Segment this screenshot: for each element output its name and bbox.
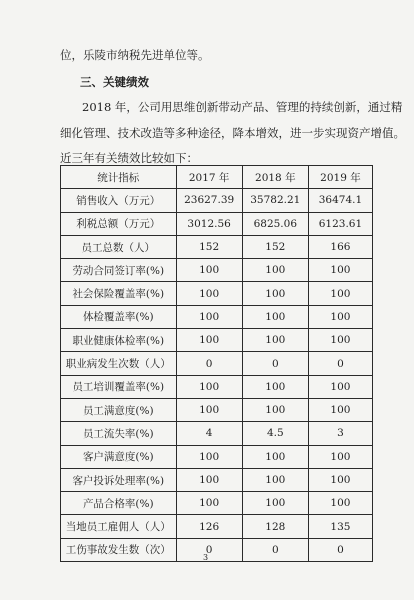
indicator-cell: 利税总额（万元） [61,212,177,235]
value-cell: 100 [308,375,372,398]
header-cell-2019: 2019 年 [308,166,372,189]
value-cell: 0 [176,538,242,561]
value-cell: 126 [176,515,242,538]
value-cell: 100 [242,375,308,398]
indicator-cell: 职业健康体检率(%) [61,329,177,352]
value-cell: 100 [242,329,308,352]
value-cell: 0 [308,352,372,375]
value-cell: 166 [308,235,372,258]
table-row [61,375,373,398]
table-row [61,259,373,282]
table-row [61,445,373,468]
table-row [61,212,373,235]
table-row [61,189,373,212]
value-cell: 100 [176,445,242,468]
table-row [61,468,373,491]
value-cell: 100 [176,468,242,491]
value-cell: 23627.39 [176,189,242,212]
header-cell-2018: 2018 年 [242,166,308,189]
indicator-cell: 员工流失率(%) [61,422,177,445]
value-cell: 100 [242,305,308,328]
value-cell: 100 [308,492,372,515]
table-row [61,329,373,352]
value-cell: 100 [308,445,372,468]
table-row [61,422,373,445]
value-cell: 100 [176,282,242,305]
paragraph-continuation: 位，乐陵市纳税先进单位等。 [60,48,210,62]
table-header-row [61,166,373,189]
table-row [61,305,373,328]
table-row [61,538,373,561]
value-cell: 100 [308,282,372,305]
value-cell: 100 [308,468,372,491]
value-cell: 0 [176,352,242,375]
value-cell: 100 [242,282,308,305]
value-cell: 100 [308,305,372,328]
indicator-cell: 体检覆盖率(%) [61,305,177,328]
value-cell: 4 [176,422,242,445]
value-cell: 100 [242,468,308,491]
header-cell-2017: 2017 年 [176,166,242,189]
indicator-cell: 工伤事故发生数（次） [61,538,177,561]
value-cell: 4.5 [242,422,308,445]
table-row [61,515,373,538]
header-cell-indicator: 统计指标 [61,166,177,189]
value-cell: 100 [176,305,242,328]
value-cell: 100 [308,398,372,421]
table-intro: 近三年有关绩效比较如下： [60,151,198,165]
value-cell: 3 [308,422,372,445]
value-cell: 100 [176,259,242,282]
indicator-cell: 劳动合同签订率(%) [61,259,177,282]
indicator-cell: 员工总数（人） [61,235,177,258]
value-cell: 0 [242,538,308,561]
value-cell: 100 [242,259,308,282]
indicator-cell: 员工培训覆盖率(%) [61,375,177,398]
value-cell: 100 [242,445,308,468]
table-row [61,352,373,375]
indicator-cell: 客户满意度(%) [61,445,177,468]
value-cell: 6123.61 [308,212,372,235]
table-row [61,398,373,421]
indicator-cell: 当地员工雇佣人（人） [61,515,177,538]
indicator-cell: 产品合格率(%) [61,492,177,515]
value-cell: 100 [176,492,242,515]
value-cell: 100 [308,259,372,282]
value-cell: 128 [242,515,308,538]
value-cell: 0 [242,352,308,375]
value-cell: 100 [176,375,242,398]
value-cell: 100 [242,398,308,421]
table-row [61,235,373,258]
value-cell: 100 [176,329,242,352]
paragraph-line-2: 细化管理、技术改造等多种途径，降本增效，进一步实现资产增值。 [60,126,405,140]
value-cell: 152 [176,235,242,258]
value-cell: 0 [308,538,372,561]
value-cell: 100 [308,329,372,352]
value-cell: 135 [308,515,372,538]
value-cell: 35782.21 [242,189,308,212]
indicator-cell: 职业病发生次数（人） [61,352,177,375]
value-cell: 100 [176,398,242,421]
table-row [61,282,373,305]
indicator-cell: 员工满意度(%) [61,398,177,421]
indicator-cell: 销售收入（万元） [61,189,177,212]
value-cell: 152 [242,235,308,258]
table-row [61,492,373,515]
value-cell: 3012.56 [176,212,242,235]
performance-table [60,165,373,562]
paragraph-line-1: 2018 年，公司用思维创新带动产品、管理的持续创新，通过精 [82,100,403,114]
table-body [61,189,373,562]
page-number: 3 [203,553,209,562]
value-cell: 6825.06 [242,212,308,235]
value-cell: 36474.1 [308,189,372,212]
indicator-cell: 客户投诉处理率(%) [61,468,177,491]
indicator-cell: 社会保险覆盖率(%) [61,282,177,305]
section-heading: 三、关键绩效 [80,75,149,89]
value-cell: 100 [242,492,308,515]
